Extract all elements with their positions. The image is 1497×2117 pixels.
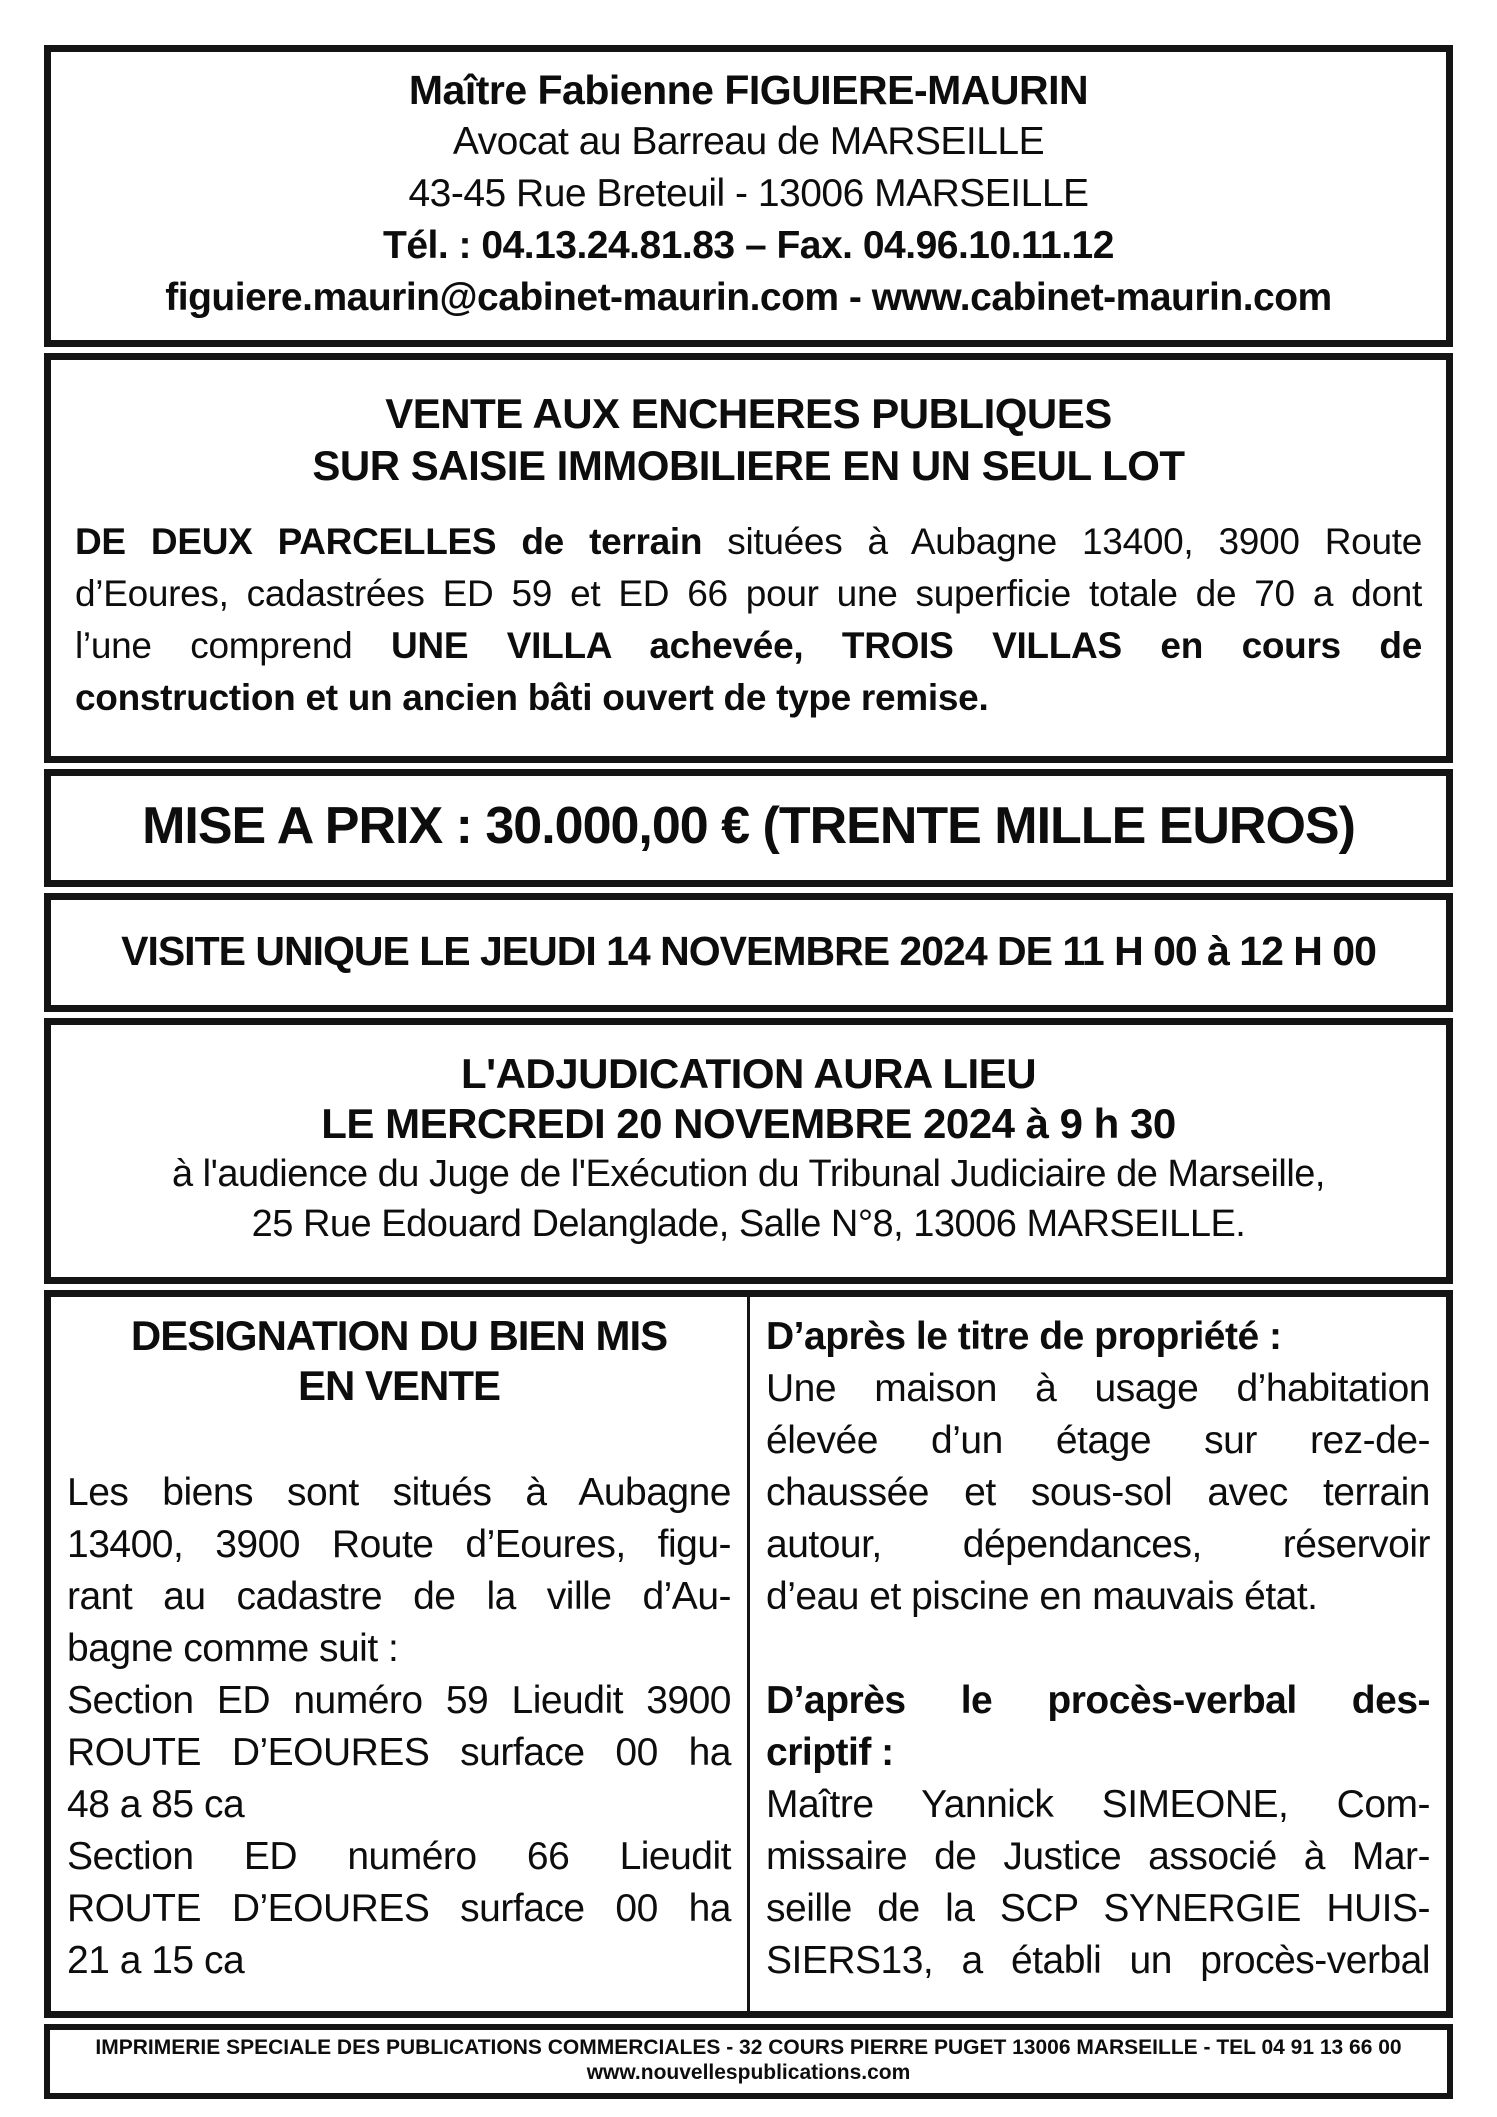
text-line: VENTE AUX ENCHERES PUBLIQUES [385, 390, 1112, 437]
text-line: Tél. : 04.13.24.81.83 – Fax. 04.96.10.11.12 [383, 224, 1114, 267]
text-line [766, 1623, 1430, 1675]
text-line: D’après le titre de propriété : [766, 1315, 1282, 1358]
text-line: 21 a 15 ca [67, 1939, 245, 1982]
text-line: d’Eoures, cadastrées ED 59 et ED 66 pour une superficie totale de 70 a dont [75, 573, 1422, 614]
text-line: SUR SAISIE IMMOBILIERE EN UN SEUL LOT [312, 442, 1185, 489]
text-line: SIERS13, a établi un procès-verbal [766, 1939, 1430, 1982]
text-line: élevée d’un étage sur rez-de- [766, 1419, 1430, 1462]
adjudication-lines [65, 1049, 1432, 1249]
text-line: Avocat au Barreau de MARSEILLE [452, 120, 1045, 163]
text-line: www.nouvellespublications.com [586, 2061, 911, 2084]
sale-notice-body [51, 492, 1446, 756]
text-line: D’après le procès-verbal des- [766, 1679, 1430, 1722]
designation-body [67, 1467, 731, 1987]
visite-box [44, 893, 1453, 1012]
text-line: seille de la SCP SYNERGIE HUIS- [766, 1887, 1430, 1930]
text-line: rant au cadastre de la ville d’Au- [67, 1575, 731, 1618]
description-column [750, 1297, 1446, 2011]
text-line: chaussée et sous-sol avec terrain [766, 1471, 1430, 1514]
text-line: missaire de Justice associé à Mar- [766, 1835, 1430, 1878]
text-line: criptif : [766, 1731, 894, 1774]
text-line: construction et un ancien bâti ouvert de type remise. [75, 677, 989, 718]
text-line: LE MERCREDI 20 NOVEMBRE 2024 à 9 h 30 [321, 1100, 1176, 1147]
designation-heading [67, 1311, 731, 1411]
text-line: Les biens sont situés à Aubagne [67, 1471, 731, 1514]
text-line: Section ED numéro 66 Lieudit [67, 1835, 731, 1878]
text-line: ROUTE D’EOURES surface 00 ha [67, 1887, 731, 1930]
law-office-header-box [44, 45, 1453, 347]
mise-a-prix-box [44, 769, 1453, 887]
text-line: 25 Rue Edouard Delanglade, Salle N°8, 13006 MARSEILLE. [251, 1203, 1246, 1245]
text-line: 13400, 3900 Route d’Eoures, figu- [67, 1523, 731, 1566]
text-line: bagne comme suit : [67, 1627, 399, 1670]
text-line: Maître Fabienne FIGUIERE-MAURIN [408, 67, 1089, 113]
printer-footer-box [44, 2024, 1453, 2099]
visite-text: VISITE UNIQUE LE JEUDI 14 NOVEMBRE 2024 DE 11 H 00 à 12 H 00 [121, 928, 1376, 974]
text-line: d’eau et piscine en mauvais état. [766, 1575, 1318, 1618]
text-line: DESIGNATION DU BIEN MIS [130, 1312, 668, 1359]
text-line: Une maison à usage d’habitation [766, 1367, 1430, 1410]
text-line: à l'audience du Juge de l'Exécution du Tribunal Judiciaire de Marseille, [171, 1153, 1325, 1195]
text-line: figuiere.maurin@cabinet-maurin.com - www.cabinet-maurin.com [165, 276, 1332, 319]
text-line: ROUTE D’EOURES surface 00 ha [67, 1731, 731, 1774]
text-line: L'ADJUDICATION AURA LIEU [460, 1050, 1037, 1097]
text-line: l’une comprend UNE VILLA achevée, TROIS VILLAS en cours de [75, 625, 1423, 666]
text-line: EN VENTE [297, 1362, 501, 1409]
text-line: autour, dépendances, réservoir [766, 1523, 1430, 1566]
mise-a-prix-text: MISE A PRIX : 30.000,00 € (TRENTE MILLE EUROS) [142, 797, 1355, 855]
sale-notice-title [51, 360, 1446, 492]
sale-notice-box [44, 353, 1453, 763]
designation-column [51, 1297, 747, 2011]
text-line: 43-45 Rue Breteuil - 13006 MARSEILLE [408, 172, 1089, 215]
description-body [766, 1311, 1430, 1987]
text-line: IMPRIMERIE SPECIALE DES PUBLICATIONS COMMERCIALES - 32 COURS PIERRE PUGET 13006 MARSEILLE - TEL 04 91 13 66 00 [95, 2036, 1402, 2059]
text-line: Maître Yannick SIMEONE, Com- [766, 1783, 1430, 1826]
text-line: 48 a 85 ca [67, 1783, 245, 1826]
printer-footer-lines [62, 2035, 1435, 2085]
text-line: DE DEUX PARCELLES de terrain situées à Aubagne 13400, 3900 Route [75, 521, 1422, 562]
text-line: Section ED numéro 59 Lieudit 3900 [67, 1679, 731, 1722]
adjudication-box [44, 1018, 1453, 1284]
law-office-contact-lines [69, 64, 1428, 324]
property-details-box [44, 1290, 1453, 2018]
